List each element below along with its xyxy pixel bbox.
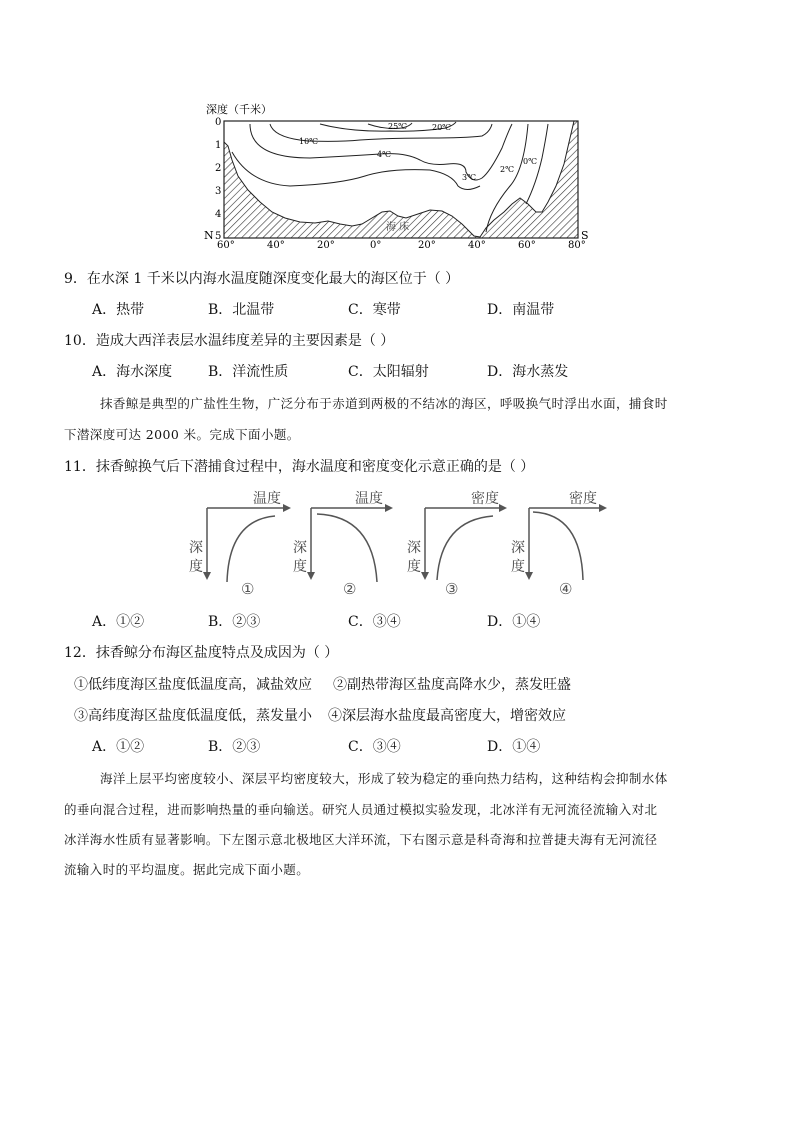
- diagram-side-label: 深: [407, 540, 421, 556]
- lat-tick: 60°: [518, 240, 536, 251]
- curve-2: [317, 514, 377, 582]
- diagram-2: [293, 490, 393, 598]
- lat-tick: 40°: [468, 240, 486, 251]
- question-11-stem: 11．抹香鲸换气后下潜捕食过程中，海水温度和密度变化示意正确的是（ ）: [64, 459, 535, 475]
- statement-3: ③高纬度海区盐度低温度低，蒸发量小: [74, 708, 312, 724]
- depth-tick: 4: [215, 209, 222, 220]
- option-a[interactable]: A．热带: [92, 302, 145, 318]
- lat-tick: 80°: [568, 240, 586, 251]
- question-10-stem: 10．造成大西洋表层水温纬度差异的主要因素是（ ）: [64, 333, 395, 349]
- option-c[interactable]: C．③④: [348, 739, 401, 755]
- south-label: S: [581, 229, 589, 242]
- diagram-side-label: 深: [293, 540, 307, 556]
- isotherm-label: 4℃: [377, 150, 392, 159]
- isotherm-label: 3℃: [462, 173, 477, 182]
- seabed-label: 海 床: [386, 222, 410, 233]
- isotherm-3c: [232, 152, 480, 190]
- diagram-4: [511, 490, 607, 598]
- diagram-number: ②: [343, 580, 357, 598]
- passage-sperm-whale-line: 抹香鲸是典型的广盐性生物，广泛分布于赤道到两极的不结冰的海区，呼吸换气时浮出水面，捕食时: [100, 396, 668, 411]
- diagram-side-label: 深: [511, 540, 525, 556]
- isotherm-label: 10℃: [299, 137, 319, 146]
- lat-tick: 20°: [317, 240, 335, 251]
- diagram-side-label: 度: [407, 559, 421, 575]
- passage-sperm-whale-line: 下潜深度可达 2000 米。完成下面小题。: [64, 427, 300, 442]
- diagram-top-label: 温度: [355, 491, 383, 507]
- lat-tick: 40°: [267, 240, 285, 251]
- isotherm-label: 20℃: [432, 123, 452, 132]
- diagram-number: ③: [445, 580, 459, 598]
- diagram-top-label: 密度: [569, 491, 597, 507]
- option-d[interactable]: D．南温带: [487, 302, 555, 318]
- option-a[interactable]: A．①②: [92, 739, 145, 755]
- statement-1: ①低纬度海区盐度低温度高，减盐效应: [74, 677, 312, 693]
- option-a[interactable]: A．①②: [92, 614, 145, 630]
- passage-arctic-line: 冰洋海水性质有显著影响。下左图示意北极地区大洋环流，下右图示意是科奇海和拉普捷夫海有无河流径: [64, 832, 658, 847]
- depth-tick: 1: [215, 140, 222, 151]
- option-b[interactable]: B．②③: [208, 614, 261, 630]
- statement-2: ②副热带海区盐度高降水少，蒸发旺盛: [333, 677, 571, 693]
- passage-arctic-line: 海洋上层平均密度较小、深层平均密度较大，形成了较为稳定的垂向热力结构，这种结构会抑制水体: [100, 771, 668, 786]
- diagram-side-label: 度: [189, 559, 203, 575]
- option-d[interactable]: D．①④: [487, 614, 541, 630]
- option-c[interactable]: C．③④: [348, 614, 401, 630]
- curve-4: [533, 512, 583, 580]
- passage-arctic-line: 的垂向混合过程，进而影响热量的垂向输送。研究人员通过模拟实验发现，北冰洋有无河流径流输入对北: [64, 802, 658, 817]
- depth-tick: 2: [215, 163, 222, 174]
- diagram-side-label: 度: [511, 559, 525, 575]
- option-c[interactable]: C．太阳辐射: [348, 364, 429, 380]
- option-b[interactable]: B．洋流性质: [208, 364, 289, 380]
- north-label: N: [204, 229, 214, 242]
- diagram-number: ①: [241, 580, 255, 598]
- q11-diagrams: [185, 484, 615, 604]
- option-b[interactable]: B．北温带: [208, 302, 275, 318]
- lat-tick: 60°: [217, 240, 235, 251]
- passage-arctic-line: 流输入时的平均温度。据此完成下面小题。: [64, 862, 310, 877]
- depth-tick: 5: [215, 231, 222, 242]
- question-9-stem: 9．在水深 1 千米以内海水温度随深度变化最大的海区位于（ ）: [64, 271, 460, 287]
- curve-3: [437, 516, 493, 580]
- diagram-top-label: 密度: [471, 491, 499, 507]
- diagram-number: ④: [559, 580, 573, 598]
- isotherm-label: 25℃: [388, 122, 408, 131]
- diagram-side-label: 深: [189, 540, 203, 556]
- isotherm-label: 0℃: [523, 157, 538, 166]
- lat-tick: 0°: [370, 240, 382, 251]
- option-b[interactable]: B．②③: [208, 739, 261, 755]
- question-12-stem: 12．抹香鲸分布海区盐度特点及成因为（ ）: [64, 645, 339, 661]
- depth-tick: 0: [215, 117, 222, 128]
- diagram-1: [189, 490, 291, 598]
- option-c[interactable]: C．寒带: [348, 302, 401, 318]
- depth-tick: 3: [215, 186, 222, 197]
- statement-4: ④深层海水盐度最高密度大，增密效应: [328, 708, 566, 724]
- option-d[interactable]: D．海水蒸发: [487, 364, 569, 380]
- diagram-side-label: 度: [293, 559, 307, 575]
- option-a[interactable]: A．海水深度: [92, 364, 173, 380]
- diagram-top-label: 温度: [253, 491, 281, 507]
- isotherm-label: 2℃: [500, 165, 515, 174]
- curve-1: [227, 516, 275, 582]
- diagram-3: [407, 490, 507, 598]
- depth-axis-label: 深度（千米）: [206, 103, 272, 116]
- lat-tick: 20°: [418, 240, 436, 251]
- option-d[interactable]: D．①④: [487, 739, 541, 755]
- atlantic-temperature-section-figure: [190, 98, 600, 253]
